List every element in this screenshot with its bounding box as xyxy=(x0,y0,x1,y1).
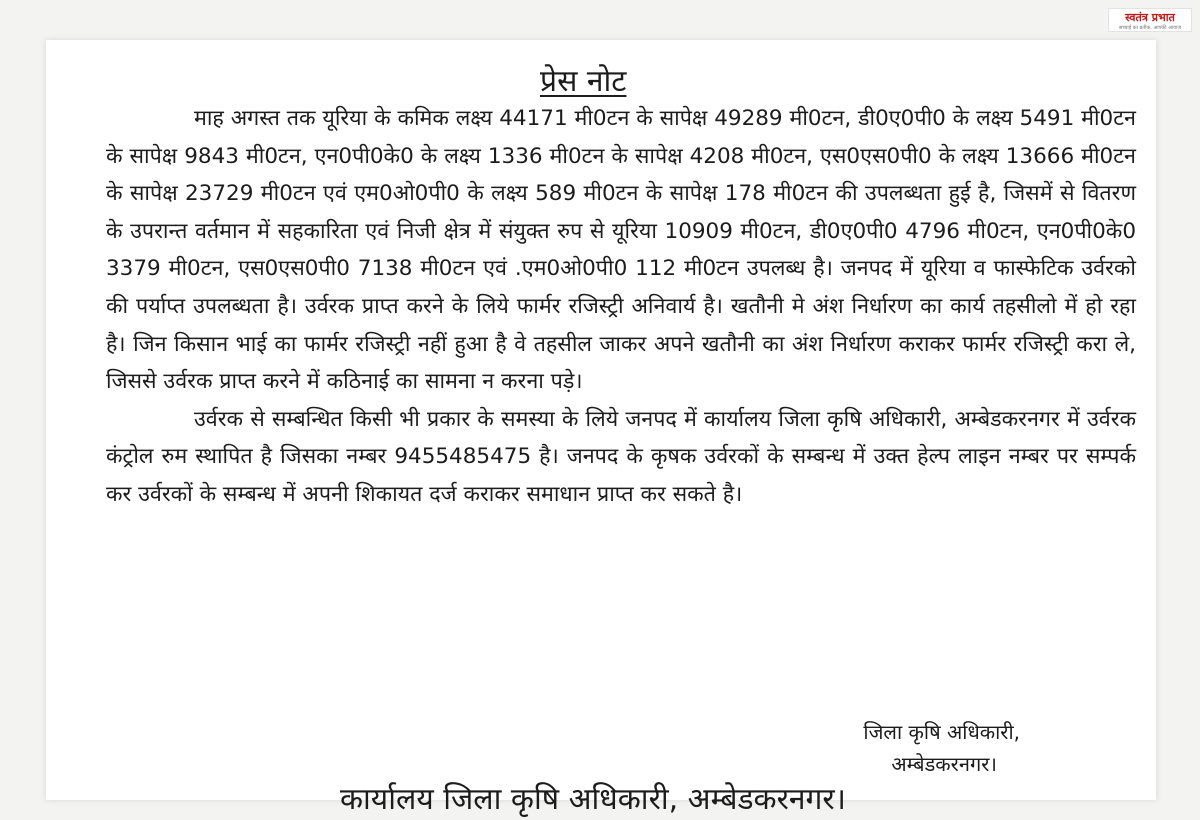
watermark-tagline: सच्चाई का प्रतीक, आपकी आवाज़ xyxy=(1118,25,1182,31)
signature-designation: जिला कृषि अधिकारी, xyxy=(863,720,1020,744)
body-paragraph-control-room: उर्वरक से सम्बन्धित किसी भी प्रकार के समस्या के लिये जनपद में कार्यालय जिला कृषि अधिकारी, अम्बेडकरनगर में उर्वरक कंट्रोल रुम स्थापित है जिसका नम्बर 9455485475 है। जनपद के कृषक उर्वरकों के सम्बन्ध में उक्त हेल्प लाइन नम्बर पर सम्पर्क कर उर्वरकों के सम्बन्ध में अपनी शिकायत दर्ज कराकर समाधान प्राप्त कर सकते है। xyxy=(106,406,1136,507)
signature-block xyxy=(863,716,1020,780)
news-watermark-logo xyxy=(1108,8,1192,32)
document-body xyxy=(106,100,1136,514)
watermark-brand-name: स्वतंत्र प्रभात xyxy=(1125,11,1175,24)
signature-place: अम्बेडकरनगर। xyxy=(891,752,997,776)
document-title: प्रेस नोट xyxy=(540,64,627,99)
body-paragraph-fertilizer-availability: माह अगस्त तक यूरिया के कमिक लक्ष्य 44171 मी0टन के सापेक्ष 49289 मी0टन, डी0ए0पी0 के लक्ष्य 5491 मी0टन के सापेक्ष 9843 मी0टन, एन0पी0के0 के लक्ष्य 1336 मी0टन के सापेक्ष 4208 मी0टन, एस0एस0पी0 के लक्ष्य 13666 मी0टन के सापेक्ष 23729 मी0टन एवं एम0ओ0पी0 के लक्ष्य 589 मी0टन के सापेक्ष 178 मी0टन की उपलब्धता हुई है, जिसमें से वितरण के उपरान्त वर्तमान में सहकारिता एवं निजी क्षेत्र में संयुक्त रुप से यूरिया 10909 मी0टन, डी0ए0पी0 4796 मी0टन, एन0पी0के0 3379 मी0टन, एस0एस0पी0 7138 मी0टन एवं .एम0ओ0पी0 112 मी0टन उपलब्ध है। जनपद में यूरिया व फास्फेटिक उर्वरको की पर्याप्त उपलब्धता है। उर्वरक प्राप्त करने के लिये फार्मर रजिस्ट्री अनिवार्य है। खतौनी मे अंश निर्धारण का कार्य तहसीलो में हो रहा है। जिन किसान भाई का फार्मर रजिस्ट्री नहीं हुआ है वे तहसील जाकर अपने खतौनी का अंश निर्धारण कराकर फार्मर रजिस्ट्री करा ले, जिससे उर्वरक प्राप्त करने में कठिनाई का सामना न करना पड़े। xyxy=(106,106,1136,395)
office-footer-heading: कार्यालय जिला कृषि अधिकारी, अम्बेडकरनगर। xyxy=(340,782,847,817)
